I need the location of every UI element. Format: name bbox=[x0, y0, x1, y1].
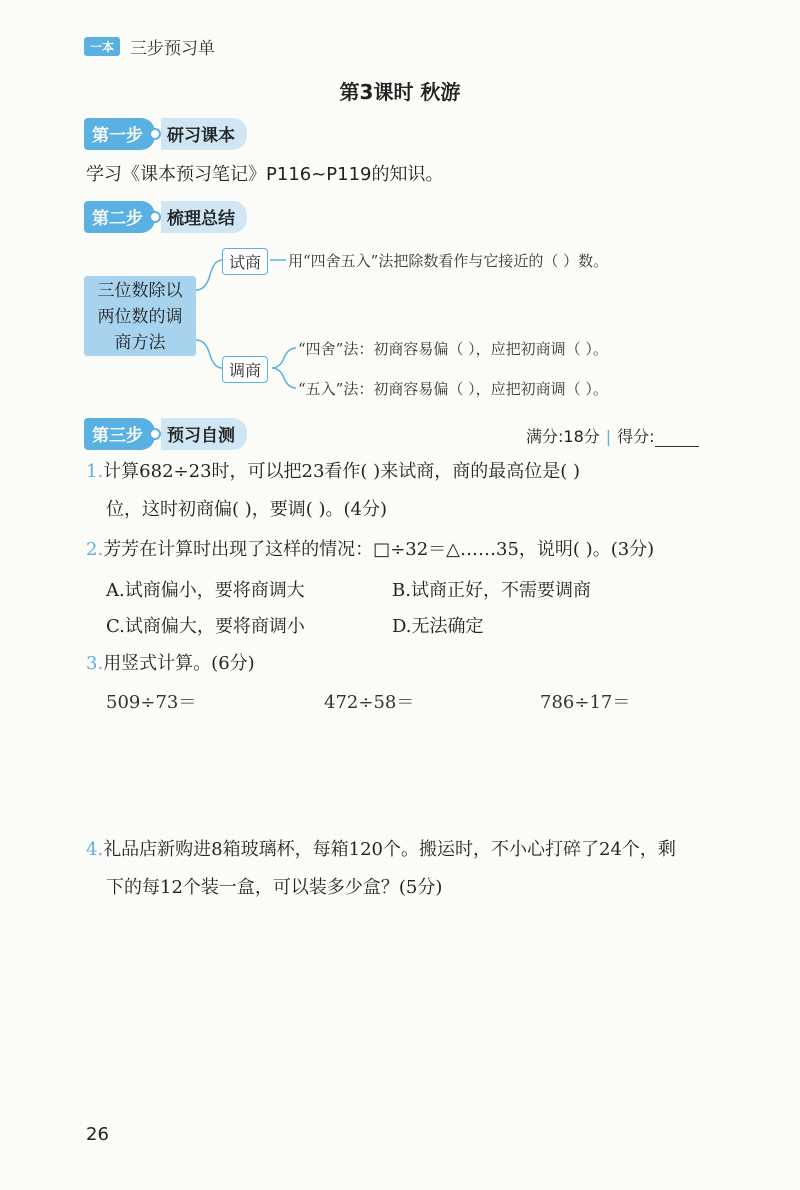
step-label: 第三步 bbox=[84, 418, 155, 450]
calc-item: 472÷58＝ bbox=[324, 692, 415, 713]
mindmap-root-line: 两位数的调 bbox=[97, 307, 183, 327]
question-4-continued: 下的每12个装一盒，可以装多少盒？(5分) bbox=[106, 877, 443, 898]
mindmap-node-try: 试商 bbox=[222, 248, 268, 275]
question-text: 用竖式计算。(6分) bbox=[103, 653, 255, 674]
question-text: 礼品店新购进8箱玻璃杯，每箱120个。搬运时，不小心打碎了24个，剩 bbox=[103, 839, 676, 860]
brand-logo: 一本 bbox=[84, 37, 120, 56]
full-score: 满分:18分 bbox=[526, 427, 600, 446]
option-c: C.试商偏大，要将商调小 bbox=[106, 616, 305, 637]
mindmap-root bbox=[84, 276, 196, 356]
question-4 bbox=[86, 834, 676, 866]
mindmap-try-text: 用“四舍五入”法把除数看作与它接近的（ ）数。 bbox=[288, 252, 609, 270]
question-1-continued: 位，这时初商偏( )，要调( )。(4分) bbox=[106, 499, 388, 520]
mindmap-root-line: 三位数除以 bbox=[97, 281, 183, 301]
step-name: 预习自测 bbox=[161, 418, 247, 450]
option-b: B.试商正好，不需要调商 bbox=[392, 580, 591, 601]
option-a: A.试商偏小，要将商调大 bbox=[106, 580, 305, 601]
mindmap-round-up-text: “五入”法：初商容易偏（ ），应把初商调（ ）。 bbox=[298, 380, 608, 398]
score-divider: | bbox=[605, 427, 612, 446]
question-text: 芳芳在计算时出现了这样的情况：□÷32＝△……35，说明( )。(3分) bbox=[103, 539, 655, 560]
question-number: 3. bbox=[86, 653, 104, 674]
score-blank[interactable] bbox=[655, 430, 699, 447]
step-dot-icon bbox=[149, 211, 161, 223]
question-1 bbox=[86, 456, 580, 488]
question-number: 1. bbox=[86, 461, 104, 482]
question-2 bbox=[86, 534, 654, 566]
question-3 bbox=[86, 648, 255, 680]
lesson-title: 第3课时 秋游 bbox=[339, 80, 461, 104]
option-d: D.无法确定 bbox=[392, 616, 484, 637]
question-text: 计算682÷23时，可以把23看作( )来试商，商的最高位是( ) bbox=[103, 461, 580, 482]
step-dot-icon bbox=[149, 428, 161, 440]
mindmap-node-adjust: 调商 bbox=[222, 356, 268, 383]
page-number: 26 bbox=[86, 1124, 109, 1145]
mindmap-root-line: 商方法 bbox=[114, 333, 166, 353]
question-number: 4. bbox=[86, 839, 104, 860]
step-name: 梳理总结 bbox=[161, 201, 247, 233]
score-box bbox=[526, 424, 699, 447]
mindmap-round-down-text: “四舍”法：初商容易偏（ ），应把初商调（ ）。 bbox=[298, 340, 608, 358]
step-label: 第一步 bbox=[84, 118, 155, 150]
calc-item: 786÷17＝ bbox=[540, 692, 631, 713]
question-number: 2. bbox=[86, 539, 104, 560]
step-dot-icon bbox=[149, 128, 161, 140]
header-title: 三步预习单 bbox=[130, 39, 216, 59]
step-name: 研习课本 bbox=[161, 118, 247, 150]
step-label: 第二步 bbox=[84, 201, 155, 233]
step-3-heading bbox=[84, 418, 247, 450]
calc-item: 509÷73＝ bbox=[106, 692, 197, 713]
score-got-label: 得分: bbox=[617, 427, 655, 446]
step-1-text: 学习《课本预习笔记》P116~P119的知识。 bbox=[86, 164, 444, 185]
